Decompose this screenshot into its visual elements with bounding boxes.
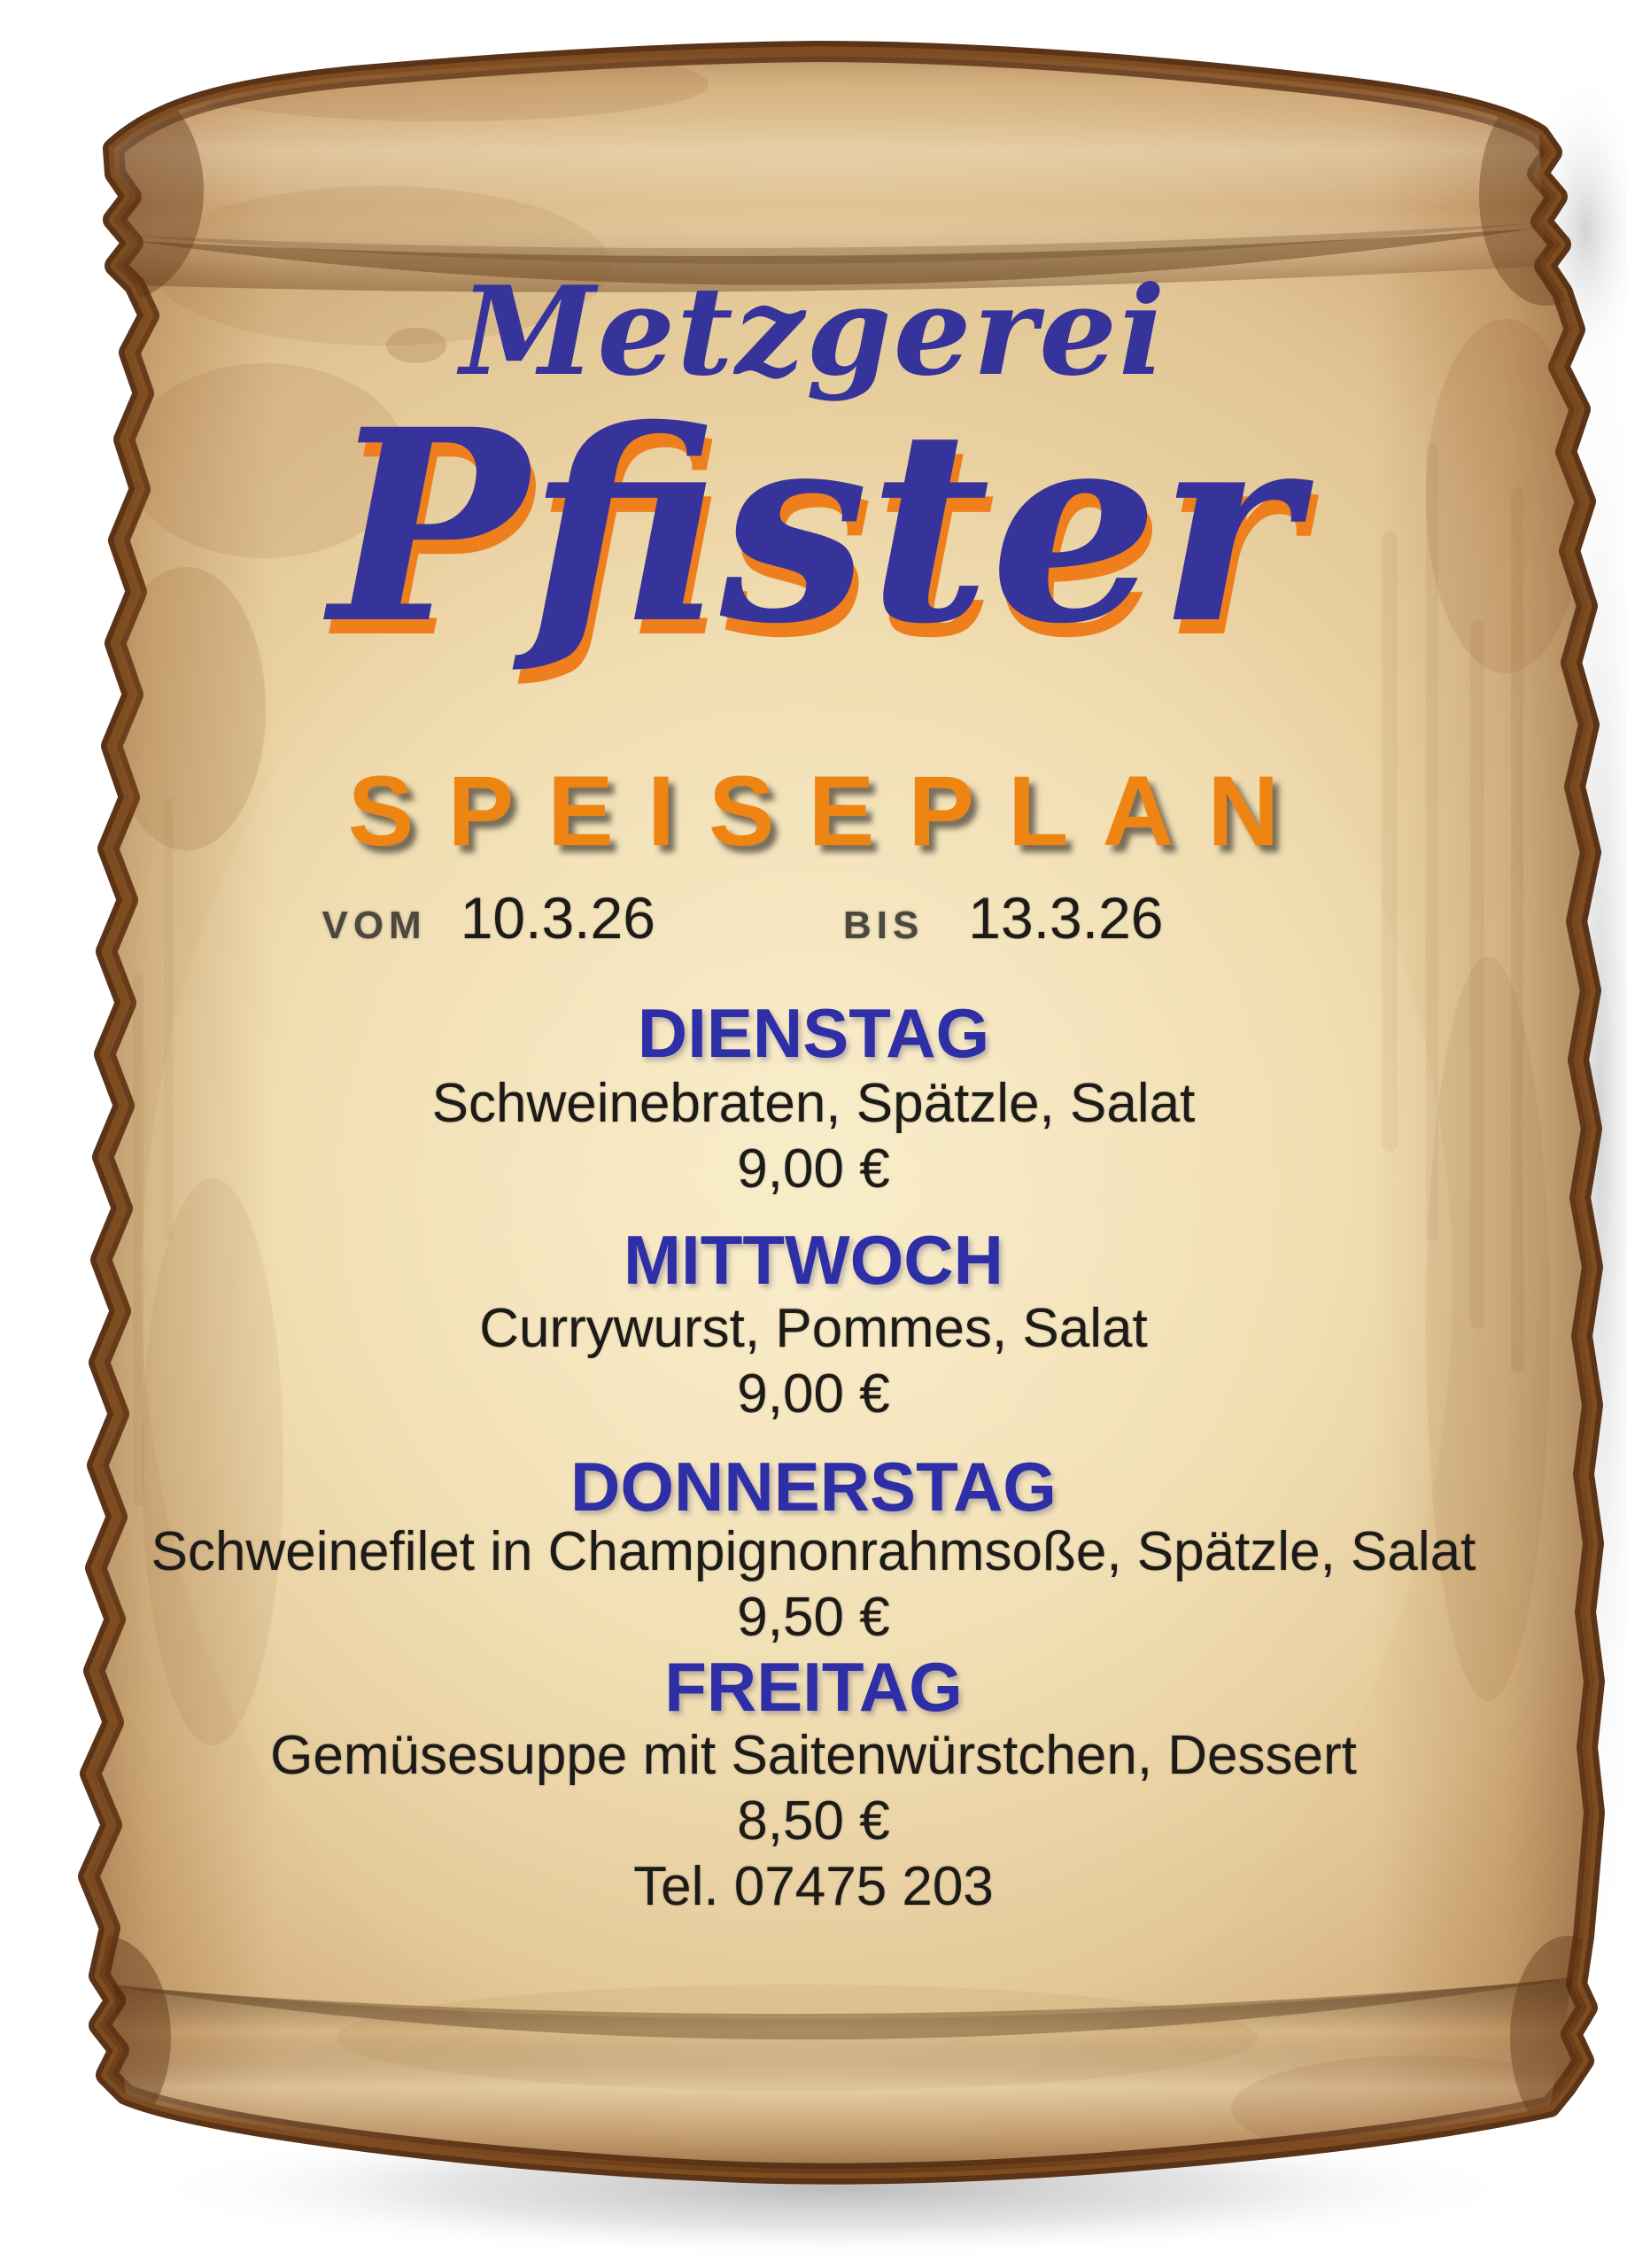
day-dish-freitag: Gemüsesuppe mit Saitenwürstchen, Dessert <box>270 1725 1357 1786</box>
day-price-mittwoch: 9,00 € <box>737 1363 890 1425</box>
date-from-value: 10.3.26 <box>460 885 655 951</box>
day-dish-donnerstag: Schweinefilet in Champignonrahmsoße, Spätzle, Salat <box>151 1521 1476 1582</box>
page-title: SPEISEPLAN <box>347 756 1313 866</box>
day-heading-donnerstag: DONNERSTAG <box>570 1448 1057 1526</box>
day-heading-freitag: FREITAG <box>664 1648 963 1726</box>
logo-line-metzgerei: Metzgerei <box>460 259 1167 403</box>
day-price-freitag: 8,50 € <box>737 1790 890 1852</box>
day-price-dienstag: 9,00 € <box>737 1138 890 1200</box>
day-price-donnerstag: 9,50 € <box>737 1587 890 1648</box>
day-dish-mittwoch: Currywurst, Pommes, Salat <box>479 1298 1148 1359</box>
date-to-label: BIS <box>842 904 925 947</box>
day-dish-dienstag: Schweinebraten, Spätzle, Salat <box>431 1073 1196 1134</box>
logo-line-pfister: Pfister <box>329 372 1298 682</box>
phone-number: Tel. 07475 203 <box>633 1856 994 1917</box>
day-heading-mittwoch: MITTWOCH <box>624 1221 1003 1299</box>
date-from-label: VOM <box>322 904 427 947</box>
date-range-row <box>0 884 1556 951</box>
day-heading-dienstag: DIENSTAG <box>637 994 990 1072</box>
date-to-value: 13.3.26 <box>968 885 1164 951</box>
